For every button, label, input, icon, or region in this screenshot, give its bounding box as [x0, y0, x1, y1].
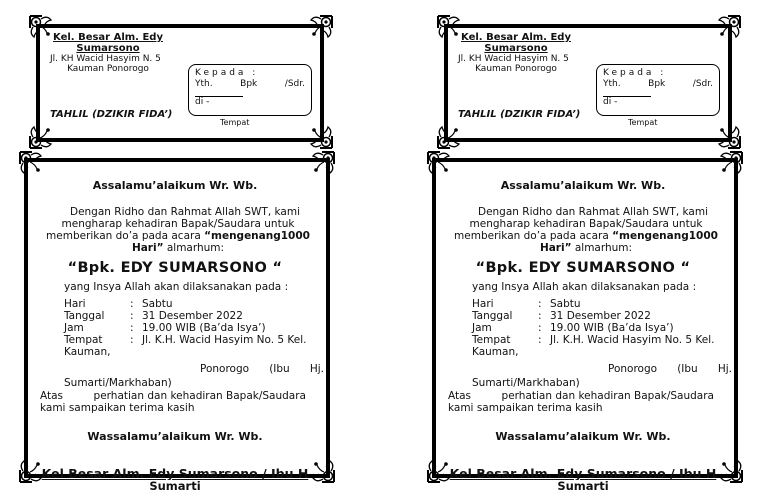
flourish-corner-icon — [716, 124, 742, 150]
place-continuation-1: Kauman, — [64, 346, 111, 358]
invitation-card-right — [408, 0, 768, 501]
intro-line4b: almarhum: — [571, 242, 633, 254]
sender-block — [452, 32, 580, 74]
yth-label: Yth. — [603, 79, 621, 89]
di-label: di - — [603, 97, 618, 107]
flourish-corner-icon — [716, 14, 742, 40]
detail-row-jam: Jam : 19.00 WIB (Ba’da Isya’) — [472, 322, 674, 334]
sender-name-line1: Kel. Besar Alm. Edy — [461, 32, 571, 43]
sdr-label: /Sdr. — [284, 79, 305, 89]
detail-row-jam: Jam : 19.00 WIB (Ba’da Isya’) — [64, 322, 266, 334]
event-label: TAHLIL (DZIKIR FIDA’) — [458, 109, 581, 120]
bpk-label: Bpk — [648, 79, 666, 89]
closing-line1: Atas perhatian dan kehadiran Bapak/Saudara — [40, 390, 306, 402]
yth-label: Yth. — [195, 79, 213, 89]
closing-line2: kami sampaikan terima kasih — [448, 402, 603, 414]
addressee-box — [188, 64, 312, 116]
footer-line1: Kel Besar Alm. Edy Sumarsono / Ibu H — [449, 467, 717, 480]
flourish-corner-icon — [310, 150, 336, 176]
footer-line1: Kel Besar Alm. Edy Sumarsono / Ibu H — [41, 467, 309, 480]
di-label: di - — [195, 97, 210, 107]
greeting: Assalamu’alaikum Wr. Wb. — [92, 179, 258, 192]
intro-line3a: memberikan do’a pada acara — [46, 230, 205, 242]
bpk-label: Bpk — [240, 79, 258, 89]
intro-paragraph — [448, 206, 724, 254]
place-continuation-3: Sumarti/Markhaban) — [472, 377, 580, 389]
sender-address-line2: Kauman Ponorogo — [67, 64, 149, 74]
detail-row-hari: Hari : Sabtu — [64, 298, 173, 310]
sdr-label: /Sdr. — [692, 79, 713, 89]
sender-address-line2: Kauman Ponorogo — [475, 64, 557, 74]
footer-line2: Sumarti — [149, 479, 201, 493]
deceased-name: “Bpk. EDY SUMARSONO “ — [67, 260, 283, 276]
intro-line4a: Hari” — [539, 242, 572, 254]
intro-paragraph — [40, 206, 316, 254]
intro-line3b: “mengenang1000 — [204, 230, 310, 242]
sender-name-line2: Sumarsono — [76, 43, 140, 54]
details-list — [472, 298, 732, 358]
intro-line4b: almarhum: — [163, 242, 225, 254]
flourish-corner-icon — [718, 150, 744, 176]
intro-line4a: Hari” — [131, 242, 164, 254]
deceased-name: “Bpk. EDY SUMARSONO “ — [475, 260, 691, 276]
name-blank-line — [195, 90, 243, 97]
detail-row-tanggal: Tanggal : 31 Desember 2022 — [64, 310, 243, 322]
intro-line2: mengharap kehadiran Bapak/Saudara untuk — [469, 218, 703, 230]
footer-signature — [40, 467, 310, 493]
intro-line3b: “mengenang1000 — [612, 230, 718, 242]
sender-address-line1: Jl. KH Wacid Hasyim N. 5 — [50, 54, 161, 64]
details-list — [64, 298, 324, 358]
event-label: TAHLIL (DZIKIR FIDA’) — [50, 109, 173, 120]
footer-signature — [448, 467, 718, 493]
place-continuation-2: Ponorogo (Ibu Hj. — [608, 363, 732, 375]
will-be-held-text: yang Insya Allah akan dilaksanakan pada : — [64, 281, 289, 293]
addressee-box — [596, 64, 720, 116]
kepada-label: Kepada : — [603, 68, 667, 78]
flourish-corner-icon — [718, 458, 744, 484]
detail-row-tempat: Tempat : Jl. K.H. Wacid Hasyim No. 5 Kel. — [472, 334, 715, 346]
closing-line1: Atas perhatian dan kehadiran Bapak/Saudara — [448, 390, 714, 402]
flourish-corner-icon — [308, 14, 334, 40]
farewell: Wassalamu’alaikum Wr. Wb. — [87, 430, 263, 443]
place-continuation-2: Ponorogo (Ibu Hj. — [200, 363, 324, 375]
intro-line3a: memberikan do’a pada acara — [454, 230, 613, 242]
tempat-label: Tempat — [628, 118, 658, 127]
flourish-corner-icon — [308, 124, 334, 150]
detail-row-tempat: Tempat : Jl. K.H. Wacid Hasyim No. 5 Kel. — [64, 334, 307, 346]
name-blank-line — [603, 90, 651, 97]
place-continuation-1: Kauman, — [472, 346, 519, 358]
will-be-held-text: yang Insya Allah akan dilaksanakan pada : — [472, 281, 697, 293]
sender-address-line1: Jl. KH Wacid Hasyim N. 5 — [458, 54, 569, 64]
place-continuation-3: Sumarti/Markhaban) — [64, 377, 172, 389]
intro-line2: mengharap kehadiran Bapak/Saudara untuk — [61, 218, 295, 230]
detail-row-hari: Hari : Sabtu — [472, 298, 581, 310]
footer-line2: Sumarti — [557, 479, 609, 493]
flourish-corner-icon — [18, 150, 44, 176]
closing-line2: kami sampaikan terima kasih — [40, 402, 195, 414]
kepada-label: Kepada : — [195, 68, 259, 78]
farewell: Wassalamu’alaikum Wr. Wb. — [495, 430, 671, 443]
intro-line1: Dengan Ridho dan Rahmat Allah SWT, kami — [477, 206, 708, 218]
flourish-corner-icon — [426, 150, 452, 176]
flourish-corner-icon — [28, 124, 54, 150]
sender-name-line2: Sumarsono — [484, 43, 548, 54]
detail-row-tanggal: Tanggal : 31 Desember 2022 — [472, 310, 651, 322]
intro-line1: Dengan Ridho dan Rahmat Allah SWT, kami — [69, 206, 300, 218]
sender-block — [44, 32, 172, 74]
sender-name-line1: Kel. Besar Alm. Edy — [53, 32, 163, 43]
flourish-corner-icon — [310, 458, 336, 484]
greeting: Assalamu’alaikum Wr. Wb. — [500, 179, 666, 192]
flourish-corner-icon — [436, 124, 462, 150]
tempat-label: Tempat — [220, 118, 250, 127]
